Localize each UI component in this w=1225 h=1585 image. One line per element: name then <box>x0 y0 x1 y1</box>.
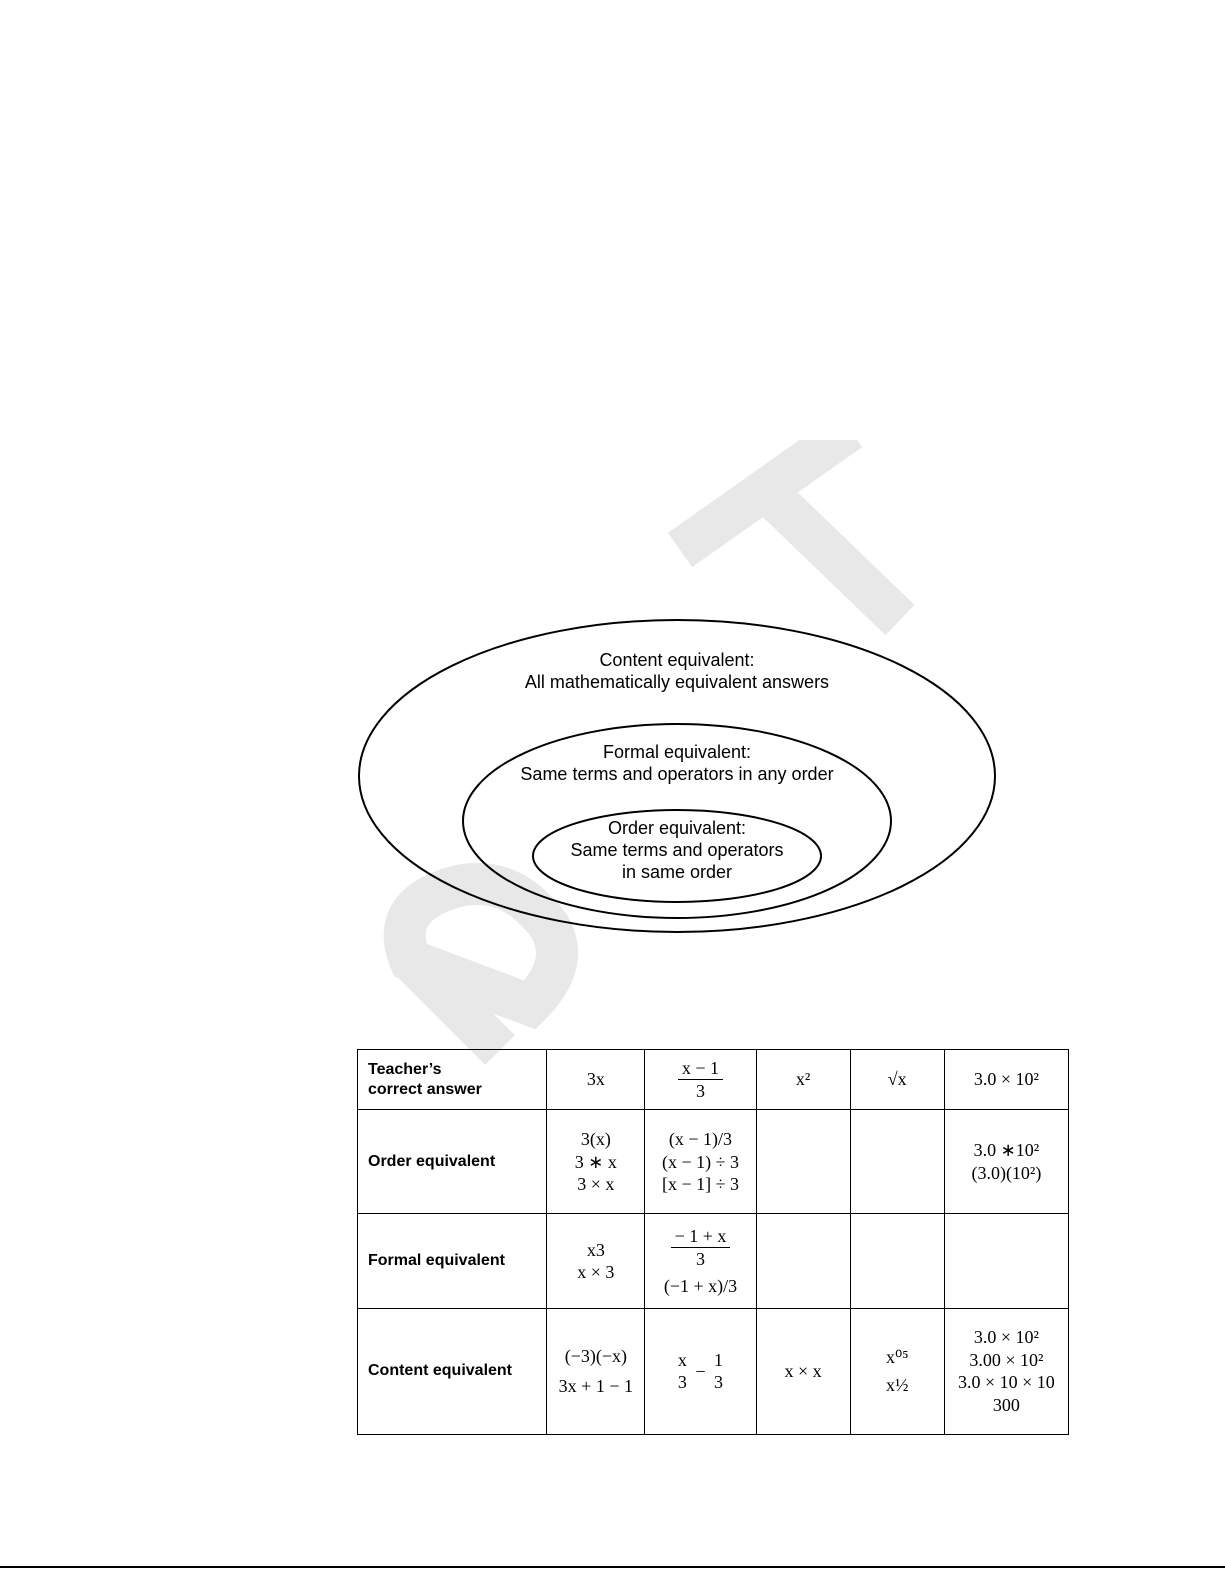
expr: (−1 + x)/3 <box>663 1275 738 1296</box>
numerator: x <box>677 1349 687 1370</box>
fraction <box>674 1349 691 1394</box>
inner-ellipse-label <box>527 817 827 883</box>
denominator: 3 <box>677 1372 687 1393</box>
expr: 3.00 × 10² <box>969 1349 1044 1370</box>
expr: (x − 1)/3 <box>668 1129 733 1150</box>
expr: (−3)(−x) <box>564 1345 627 1366</box>
row-label-content: Content equivalent <box>358 1308 547 1434</box>
expr: 3.0 × 10² <box>973 1069 1039 1090</box>
expr: √x <box>887 1069 907 1090</box>
cell-order-5 <box>944 1110 1068 1214</box>
denominator: 3 <box>695 1081 705 1102</box>
expr: x² <box>795 1069 811 1090</box>
expr: x½ <box>885 1375 909 1396</box>
cell-teacher-5 <box>944 1050 1068 1110</box>
cell-formal-2 <box>645 1214 756 1308</box>
inner-line1: Same terms and operators <box>570 840 784 860</box>
cell-teacher-1 <box>547 1050 645 1110</box>
teacher-label-line2: correct answer <box>368 1080 482 1098</box>
numerator: − 1 + x <box>671 1225 731 1249</box>
outer-title: Content equivalent: <box>599 650 755 670</box>
numerator: 1 <box>714 1349 724 1370</box>
expr: 3x <box>586 1069 605 1090</box>
cell-order-2 <box>645 1110 756 1214</box>
table-row-order <box>358 1110 1069 1214</box>
table-row-content <box>358 1308 1069 1434</box>
fraction <box>671 1225 731 1271</box>
expr: 3.0 × 10² <box>973 1327 1039 1348</box>
inner-title: Order equivalent: <box>607 818 747 838</box>
cell-teacher-3 <box>756 1050 850 1110</box>
cell-content-2 <box>645 1308 756 1434</box>
middle-desc: Same terms and operators in any order <box>520 764 834 784</box>
minus-operator: − <box>695 1361 706 1382</box>
outer-desc: All mathematically equivalent answers <box>524 672 830 692</box>
table-row-teacher <box>358 1050 1069 1110</box>
expr: x × x <box>784 1361 822 1382</box>
cell-content-1 <box>547 1308 645 1434</box>
watermark-letter-t <box>680 440 900 620</box>
cell-teacher-2 <box>645 1050 756 1110</box>
cell-formal-5 <box>944 1214 1068 1308</box>
teacher-label-line1: Teacher’s <box>368 1060 442 1078</box>
cell-order-3 <box>756 1110 850 1214</box>
cell-order-1 <box>547 1110 645 1214</box>
expr: 3.0 ∗10² <box>973 1140 1040 1161</box>
expr: 3(x) <box>580 1129 611 1150</box>
row-label-formal: Formal equivalent <box>358 1214 547 1308</box>
expr: x3 <box>586 1239 605 1260</box>
middle-ellipse-label <box>477 741 877 785</box>
numerator: x − 1 <box>678 1057 723 1081</box>
expr: (3.0)(10²) <box>971 1162 1042 1183</box>
table-row-formal <box>358 1214 1069 1308</box>
cell-formal-4 <box>850 1214 944 1308</box>
denominator: 3 <box>714 1372 724 1393</box>
cell-teacher-4 <box>850 1050 944 1110</box>
cell-formal-1 <box>547 1214 645 1308</box>
fraction <box>678 1057 723 1103</box>
expr: 3x + 1 − 1 <box>558 1376 633 1397</box>
middle-title: Formal equivalent: <box>602 742 752 762</box>
expr: (x − 1) ÷ 3 <box>661 1151 739 1172</box>
expr: 3 × x <box>577 1174 615 1195</box>
equivalence-diagram <box>356 615 1000 940</box>
denominator: 3 <box>695 1249 705 1270</box>
expr: x × 3 <box>577 1262 615 1283</box>
expr: 3.0 × 10 × 10 <box>957 1372 1055 1393</box>
inner-line2: in same order <box>621 862 733 882</box>
expr: 300 <box>992 1394 1020 1415</box>
equivalence-table <box>357 1049 1069 1435</box>
cell-formal-3 <box>756 1214 850 1308</box>
outer-ellipse-label <box>477 649 877 693</box>
cell-content-4 <box>850 1308 944 1434</box>
row-label-teacher <box>358 1050 547 1110</box>
row-label-order: Order equivalent <box>358 1110 547 1214</box>
expr: [x − 1] ÷ 3 <box>661 1174 739 1195</box>
cell-order-4 <box>850 1110 944 1214</box>
fraction <box>710 1349 727 1394</box>
cell-content-5 <box>944 1308 1068 1434</box>
cell-content-3 <box>756 1308 850 1434</box>
expr: 3 ∗ x <box>574 1151 617 1172</box>
page-bottom-rule <box>0 1566 1225 1568</box>
expr: x⁰⁵ <box>885 1346 909 1367</box>
